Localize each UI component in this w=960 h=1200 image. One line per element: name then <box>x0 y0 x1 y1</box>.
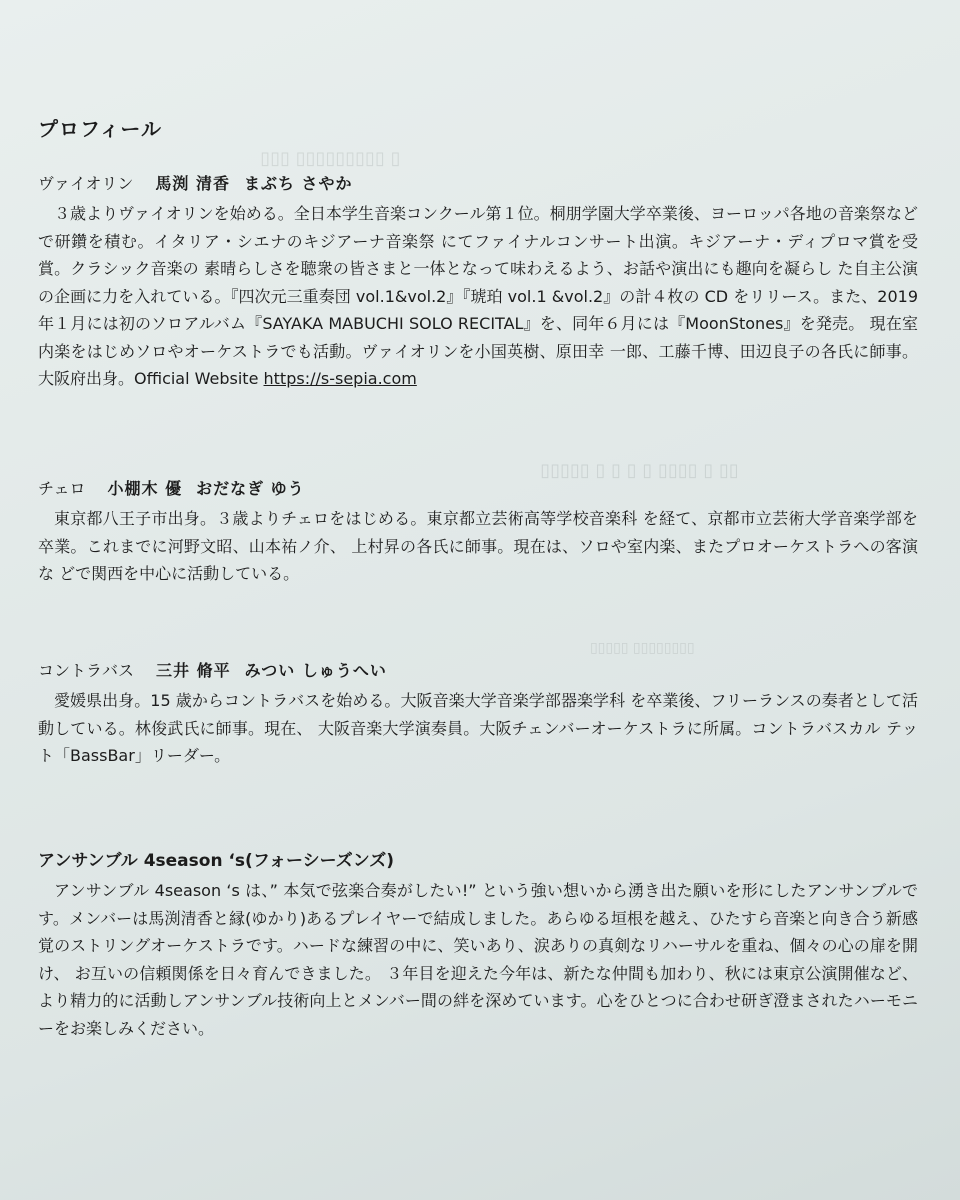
ensemble-heading: アンサンブル 4season ‘s(フォーシーズンズ) <box>38 851 395 871</box>
cello-heading <box>38 478 918 500</box>
show-through-text-1: ▯▯ ▯ ▯▯▯▯ ▯ ▯ ▯ ▯ ▯▯▯▯▯ <box>540 460 739 481</box>
violin-bio-text: ３歳よりヴァイオリンを始める。全日本学生音楽コンクール第１位。桐朋学園大学卒業後、ヨーロッパ各地の音楽祭などで研鑽を積む。イタリア・シエナのキジアーナ音楽祭 にてファイナルコンサート出演。キジアーナ・ディプロマ賞を受賞。クラシック音楽の 素晴らしさを聴衆の皆さまと一体となって味わえるよう、お話や演出にも趣向を凝らし た自主公演の企画に力を入れている。『四次元三重奏団 vol.1&vol.2』『琥珀 vol.1 &vol.2』の計４枚の CD をリリース。また、2019 年１月には初のソロアルバム『SAYAKA MABUCHI SOLO RECITAL』を、同年６月には『MoonStones』を発売。 現在室内楽をはじめソロやオーケストラでも活動。ヴァイオリンを小国英樹、原田幸 一郎、工藤千博、田辺良子の各氏に師事。大阪府出身。Official Website <box>38 204 918 388</box>
contrabass-section <box>38 660 918 770</box>
violin-role: ヴァイオリン <box>38 174 134 193</box>
profile-document <box>38 0 918 1200</box>
cello-bio: 東京都八王子市出身。３歳よりチェロをはじめる。東京都立芸術高等学校音楽科 を経て、京都市立芸術大学音楽学部を卒業。これまでに河野文昭、山本祐ノ介、 上村昇の各氏に師事。現在は、ソロや室内楽、またプロオーケストラへの客演な どで関西を中心に活動している。 <box>38 509 918 583</box>
show-through-text-2: ▯ ▯▯▯▯▯▯▯▯▯ ▯▯▯ <box>260 148 401 169</box>
contrabass-role: コントラバス <box>38 661 135 680</box>
cello-section <box>38 478 918 588</box>
contrabass-kana: みつい しゅうへい <box>244 661 387 680</box>
ensemble-section <box>38 850 918 1042</box>
contrabass-name: 三井 脩平 <box>156 661 231 680</box>
violin-section <box>38 173 918 393</box>
cello-role: チェロ <box>38 479 86 498</box>
violin-bio <box>38 200 918 393</box>
ensemble-bio: アンサンブル 4season ‘s は、” 本気で弦楽合奏がしたい!” という強い想いから湧き出た願いを形にしたアンサンブルです。メンバーは馬渕清香と縁(ゆかり)あるプレイヤーで結成しました。あらゆる垣根を越え、ひたすら音楽と向き合う新感覚のストリングオーケストラです。ハードな練習の中に、笑いあり、涙ありの真剣なリハーサルを重ね、個々の心の扉を開け、 お互いの信頼関係を日々育んできました。 ３年目を迎えた今年は、新たな仲間も加わり、秋には東京公演開催など、より精力的に活動しアンサンブル技術向上とメンバー間の絆を深めています。心をひとつに合わせ研ぎ澄まされたハーモニーをお楽しみください。 <box>38 881 918 1038</box>
violin-heading <box>38 173 918 195</box>
violin-kana: まぶち さやか <box>243 174 353 193</box>
cello-name: 小棚木 優 <box>107 479 183 498</box>
cello-kana: おだなぎ ゆう <box>196 479 305 498</box>
violin-name: 馬渕 清香 <box>155 174 230 193</box>
contrabass-heading <box>38 660 918 682</box>
show-through-text-3: ▯▯▯▯▯▯▯▯ ▯▯▯▯▯ <box>590 640 695 656</box>
contrabass-bio: 愛媛県出身。15 歳からコントラバスを始める。大阪音楽大学音楽学部器楽学科 を卒業後、フリーランスの奏者として活動している。林俊武氏に師事。現在、 大阪音楽大学演奏員。大阪チェンバーオーケストラに所属。コントラバスカル テット「BassBar」リーダー。 <box>38 691 918 765</box>
violin-website-link[interactable]: https://s-sepia.com <box>263 369 417 388</box>
page-title: プロフィール <box>38 117 162 141</box>
